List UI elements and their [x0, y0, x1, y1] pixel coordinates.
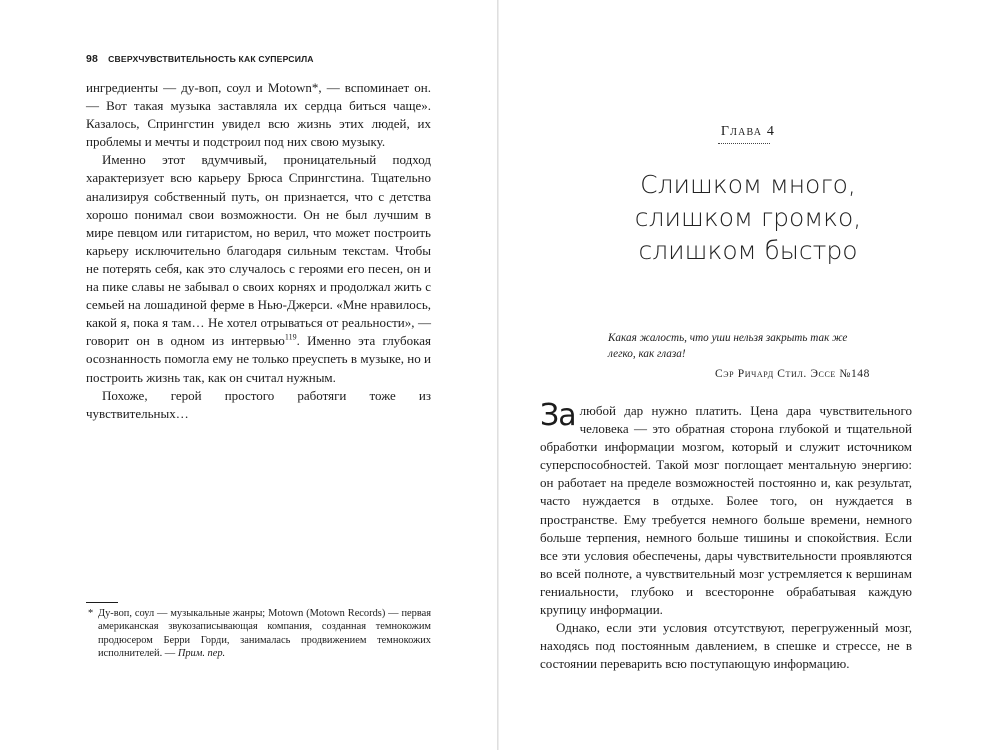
chapter-title-line: слишком громко, — [634, 203, 862, 232]
left-page — [0, 0, 497, 750]
chapter-title-line: слишком быстро — [638, 236, 858, 265]
footnote-rule — [86, 602, 118, 603]
paragraph: Однако, если эти условия отсутствуют, перегруженный мозг, находясь под постоянным давлением, в спешке и стрессе, не в состоянии переварить всю поступающую информацию. — [540, 620, 912, 672]
chapter-ornament — [718, 143, 770, 144]
paragraph-text: Именно этот вдумчивый, проницательный подход характеризует всю карьеру Брюса Спрингстина. Тщательно анализируя собственный путь, он признается, что с детства хорошо понимал свои возможности. Он не был лучшим в мире певцом или гитаристом, но верил, что может построить карьеру исключительно благодаря сильным текстам. Чтобы не потерять себя, как это случалось с героями его песен, он и на пике славы не забывал о своих корнях и продолжал жить с семьей на лошадиной ферме в Нью-Джерси. «Мне нравилось, какой я, пока я там… Не хотел отрываться от реальности», — говорит он в одном из интервью — [86, 152, 431, 349]
footnote — [86, 607, 431, 661]
paragraph — [86, 151, 431, 386]
right-page — [499, 0, 997, 750]
paragraph: ингредиенты — ду-воп, соул и Motown*, — вспоминает он. — Вот такая музыка заставляла их сердца биться чаще». Казалось, Спрингстин увидел всю жизнь этих людей, их проблемы и мечты и подстроил под них свою музыку. — [86, 80, 431, 150]
chapter-title-line: Слишком много, — [640, 170, 856, 199]
footnote-text: Ду-воп, соул — музыкальные жанры; Motown (Motown Records) — первая американская звукозаписывающая компания, созданная темнокожим продюсером Берри Горди, занималась продвижением темнокожих исполнителей. — — [98, 608, 431, 660]
paragraph-text: любой дар нужно платить. Цена дара чувствительного человека — это обратная сторона глубокой и тщательной обработки информации мозгом, который и служит источником суперспособностей. Такой мозг поглощает ментальную энергию: он работает на пределе возможностей постоянно и, как результат, часто нуждается в отдыхе. Более того, он нуждается в пространстве. Ему требуется немного больше времени, немного больше терпения, немного больше тишины и спокойствия. Если все эти условия обеспечены, дары чувствительности проявляются во всей полноте, а чувствительный мозг устремляется к вершинам гениальности, глубоко и всесторонне обрабатывая каждую крупицу информации. — [540, 403, 912, 618]
epigraph-quote: Какая жалость, что уши нельзя закрыть так же легко, как глаза! — [608, 332, 848, 360]
drop-cap: За — [540, 398, 576, 433]
epigraph — [608, 330, 870, 382]
paragraph — [540, 398, 912, 619]
chapter-title — [499, 168, 997, 267]
left-body-text — [86, 79, 431, 423]
paragraph: Похоже, герой простого работяги тоже из чувствительных… — [86, 387, 431, 421]
paragraph-text-tail: . Именно эта глубокая осознанность помогла ему не только преуспеть в музыке, но и построить жизнь так, как он считал нужным. — [86, 333, 431, 385]
running-head-title: СВЕРХЧУВСТВИТЕЛЬНОСТЬ КАК СУПЕРСИЛА — [108, 54, 314, 64]
page-number: 98 — [86, 53, 99, 65]
epigraph-attribution: Сэр Ричард Стил. Эссе №148 — [715, 368, 870, 380]
footnote-marker: * — [88, 608, 94, 619]
right-body-text — [540, 398, 912, 673]
chapter-label: Глава 4 — [720, 124, 776, 139]
footnote-reference: 119 — [284, 332, 297, 342]
running-head — [86, 53, 431, 65]
footnote-note: Прим. пер. — [177, 648, 226, 660]
